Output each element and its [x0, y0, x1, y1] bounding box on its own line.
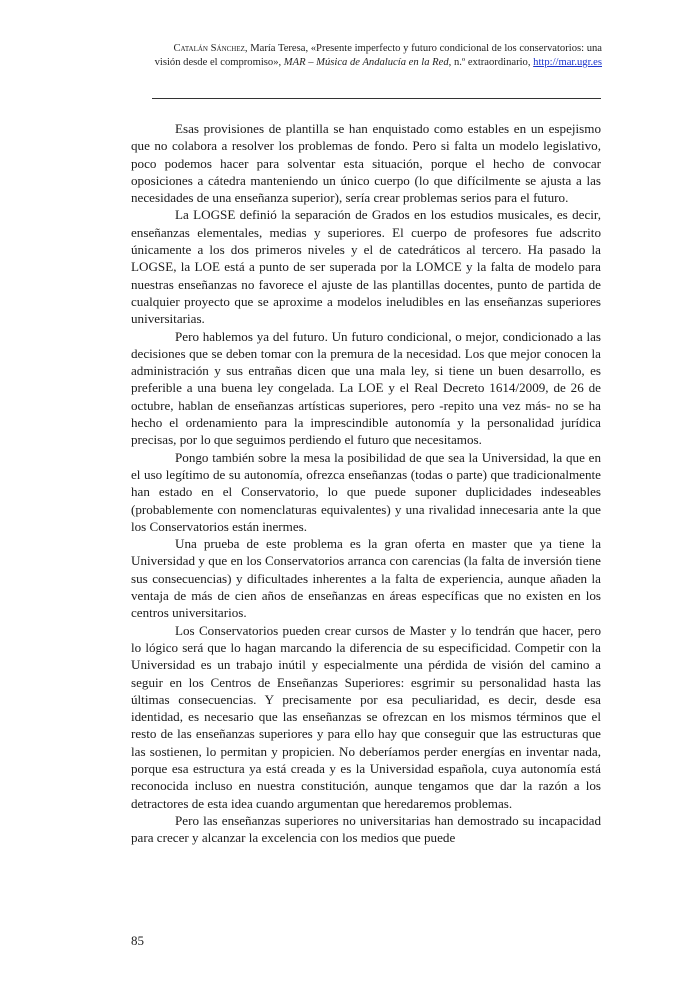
header-url-link[interactable]: http://mar.ugr.es — [533, 57, 602, 68]
paragraph: Una prueba de este problema es la gran oferta en master que ya tiene la Universidad y que en los Conservatorios arranca con carencias (la falta de inversión tiene sus consecuencias) y dificultades inherentes a la falta de experiencia, aunque añaden la ventaja de más de cien años de enseñanzas en áreas específicas que no existen en los centros universitarios. — [131, 536, 601, 621]
header-journal: MAR – Música de Andalucía en la Red — [283, 57, 449, 68]
paragraph: La LOGSE definió la separación de Grados en los estudios musicales, es decir, enseñanzas elementales, medias y superiores. El cuerpo de profesores fue adscrito únicamente a los dos primeros niveles y el de catedráticos al tercero. Ha pasado la LOGSE, la LOE está a punto de ser superada por la LOMCE y la falta de modelo para nuestras enseñanzas no favorece el ajuste de las plantillas docentes, punto de partida de cualquier proyecto que se aproxime a modelos ineludibles en las enseñanzas superiores universitarias. — [131, 207, 601, 327]
paragraph: Pero hablemos ya del futuro. Un futuro condicional, o mejor, condicionado a las decisiones que se deben tomar con la premura de la necesidad. Los que mejor conocen la administración y sus entrañas dicen que una mala ley, si tiene un buen desarrollo, es preferible a una buena ley congelada. La LOE y el Real Decreto 1614/2009, de 26 de octubre, hablan de enseñanzas artísticas superiores, pero -repito una vez más- no se ha hecho el ordenamiento para la imprescindible autonomía y la personalidad jurídica precisas, por lo que seguimos perdiendo el futuro que necesitamos. — [131, 328, 601, 448]
header-issue: , n.º extraordinario, — [448, 57, 534, 68]
article-body — [131, 120, 601, 846]
page-number: 85 — [131, 933, 144, 948]
header-rule — [152, 98, 601, 99]
paragraph: Esas provisiones de plantilla se han enquistado como estables en un espejismo que no colabora a resolver los problemas de fondo. Pero si falta un modelo legislativo, poco podemos hacer para solventar esta situación, porque el hecho de convocar oposiciones a cátedra manteniendo un único cuerpo (lo que difícilmente se ajusta a las necesidades de una enseñanza superior), sería crear problemas serios para el futuro. — [131, 121, 601, 206]
running-header — [150, 42, 602, 70]
paragraph: Pero las enseñanzas superiores no universitarias han demostrado su incapacidad para crecer y alcanzar la excelencia con los medios que puede — [131, 812, 601, 846]
header-author-given: , María Teresa, «Presente imperfecto y futuro condicional de los conservatorios: una visión desde el compromiso», — [154, 43, 602, 68]
header-author: Catalán Sánchez — [173, 43, 245, 54]
paragraph: Los Conservatorios pueden crear cursos de Master y lo tendrán que hacer, pero lo lógico será que lo hagan marcando la diferencia de su especificidad. Competir con la Universidad es un trabajo inútil y especialmente una pérdida de visión del camino a seguir en los Centros de Enseñanzas Superiores: esgrimir su personalidad hasta las últimas consecuencias. Y precisamente por esa peculiaridad, es decir, desde esa identidad, es necesario que las enseñanzas se ofrezcan en los mismos términos que el resto de las enseñanzas superiores y para ello hay que conseguir que las estructuras que las sostienen, lo permitan y propicien. No deberíamos perder energías en inventar nada, porque esa estructura ya está creada y es la Universidad española, cuya autonomía está reconocida incluso en nuestra constitución, aunque tengamos que dar la razón a los detractores de esta idea cuando argumentan que heredaremos problemas. — [131, 622, 601, 811]
paragraph: Pongo también sobre la mesa la posibilidad de que sea la Universidad, la que en el uso legítimo de su autonomía, ofrezca enseñanzas (todas o parte) que tradicionalmente han estado en el Conservatorio, lo que puede suponer duplicidades indeseables (probablemente con nomenclaturas equivalentes) y una rivalidad innecesaria ante la que los Conservatorios están inermes. — [131, 449, 601, 534]
